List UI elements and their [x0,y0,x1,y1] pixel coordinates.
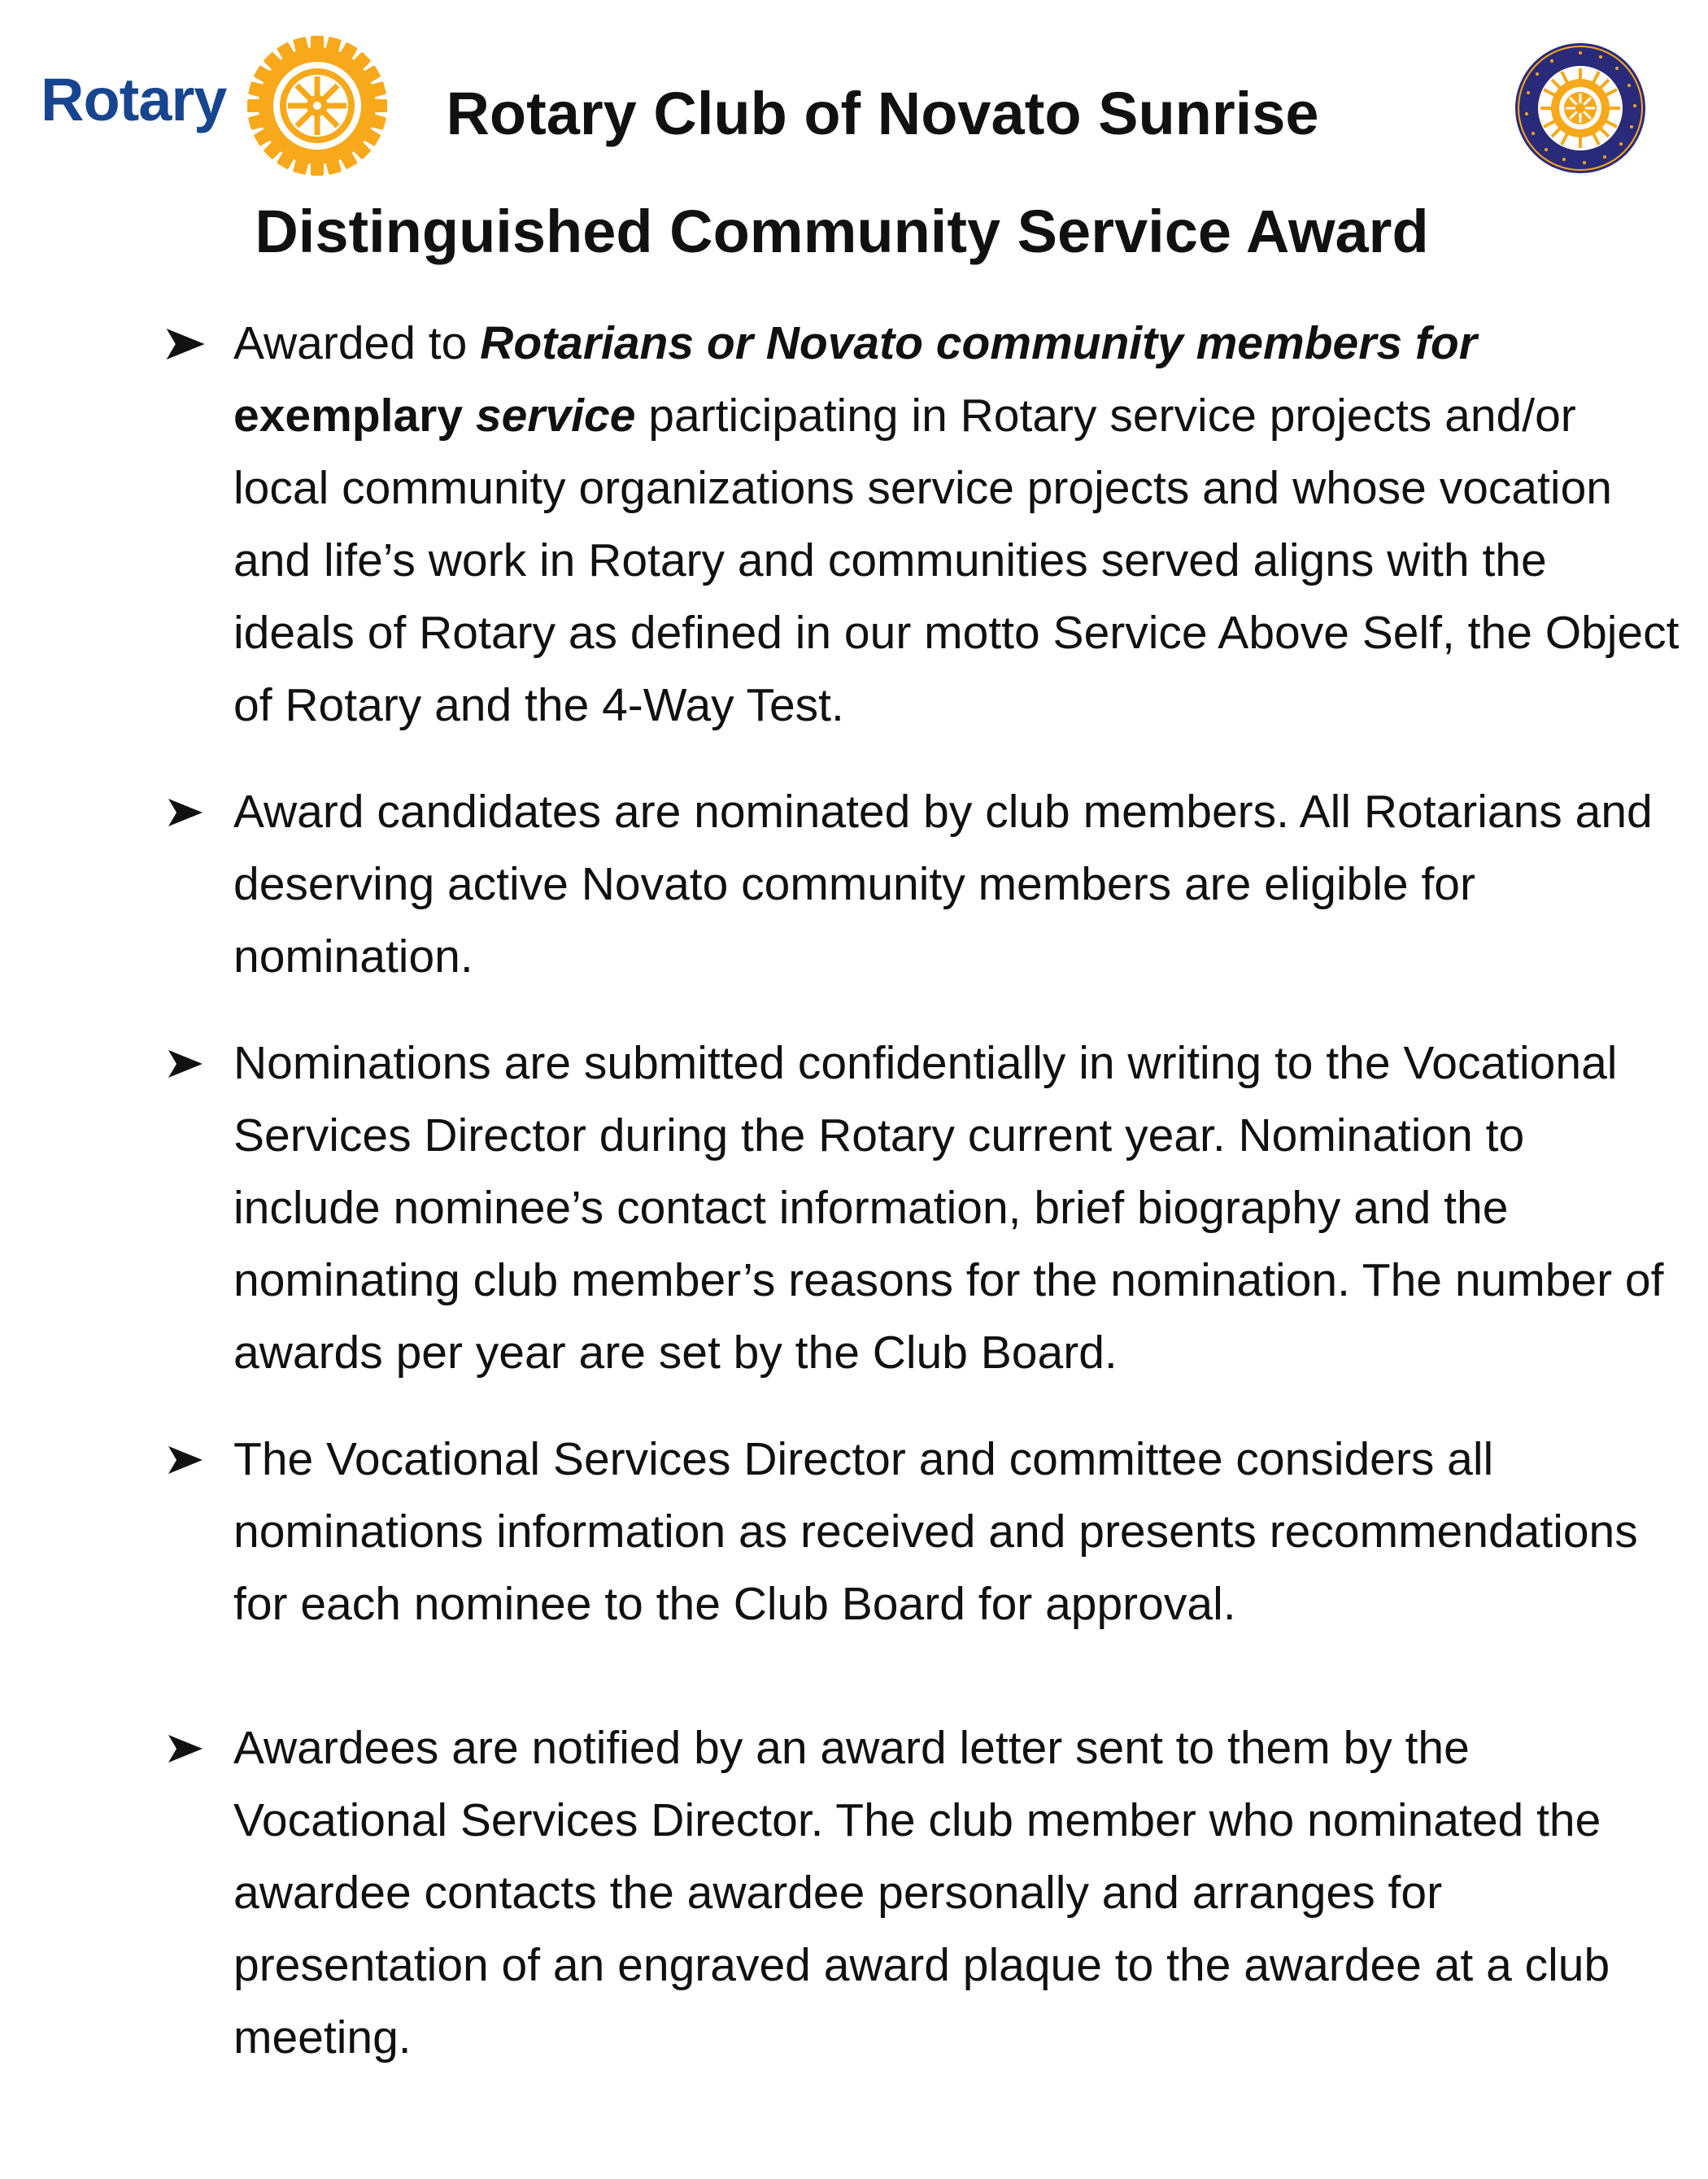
bullet-1-lead: Awarded to [233,317,481,369]
criteria-list [167,307,1680,2108]
list-item [167,307,1680,742]
bullet-5-text: Awardees are notified by an award letter sent to them by the Vocational Services Director. The club member who nominated the awardee contacts the awardee personally and arranges for presentation of an engraved award plaque to the awardee at a club meeting. [233,1722,1610,2064]
list-item [167,1712,1680,2074]
bullet-2-text: Award candidates are nominated by club members. All Rotarians and deserving active Novato community members are eligible for nomination. [233,786,1653,983]
bullet-1-space2 [463,390,476,442]
club-name: Rotary Club of Novato Sunrise [446,80,1319,147]
list-item [167,1423,1680,1641]
rotary-wordmark: Rotary [41,66,227,133]
award-title: Distinguished Community Service Award [255,198,1429,265]
arrow-bullet-icon [167,1048,204,1079]
arrow-bullet-icon [167,329,204,360]
bullet-1-rest: participating in Rotary service projects and/or local community organizations service projects and whose vocation and life’s work in Rotary and communities served aligns with the ideals of Rotary as defined in our motto Service Above Self, the Object of Rotary and the 4-Way Test. [233,390,1680,731]
bullet-1-emphasis: Rotarians or Novato community members for [480,317,1477,369]
bullet-1-emphasis-2: service [475,390,636,442]
arrow-bullet-icon [167,1733,204,1764]
bullet-1-bold: exemplary [233,390,464,442]
list-item [167,1027,1680,1389]
arrow-bullet-icon [167,1445,204,1475]
bullet-3-text: Nominations are submitted confidentially in writing to the Vocational Services Director during the Rotary current year. Nomination to include nominee’s contact information, brief biography and the nominating club member’s reasons for the nomination. The number of awards per year are set by the Club Board. [233,1037,1664,1379]
arrow-bullet-icon [167,797,204,828]
list-item [167,776,1680,993]
bullet-4-text: The Vocational Services Director and committee considers all nominations information as received and presents recommendations for each nominee to the Club Board for approval. [233,1433,1638,1630]
